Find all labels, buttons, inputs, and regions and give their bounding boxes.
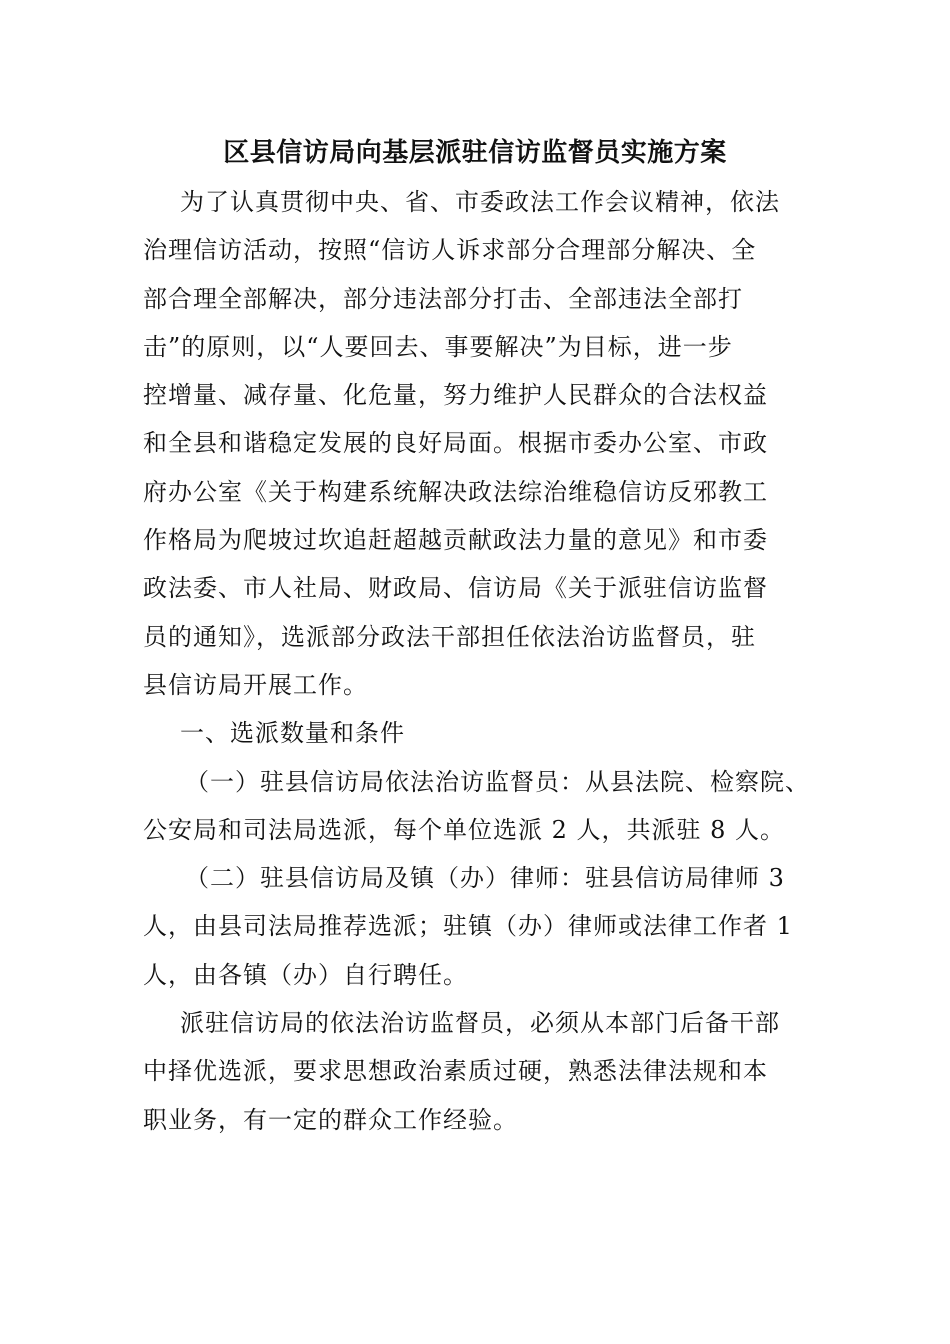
text-line: （二）驻县信访局及镇（办）律师：驻县信访局律师 3 bbox=[185, 864, 785, 893]
text-line: 派驻信访局的依法治访监督员，必须从本部门后备干部 bbox=[180, 1009, 780, 1038]
text-line: 人，由县司法局推荐选派；驻镇（办）律师或法律工作者 1 bbox=[143, 912, 793, 941]
text-line: 击”的原则，以“人要回去、事要解决”为目标，进一步 bbox=[143, 332, 733, 361]
document-body bbox=[143, 178, 813, 1144]
text-line: 作格局为爬坡过坎追赶超越贡献政法力量的意见》和市委 bbox=[143, 526, 768, 555]
document-title: 区县信访局向基层派驻信访监督员实施方案 bbox=[223, 138, 727, 168]
text-line: 政法委、市人社局、财政局、信访局《关于派驻信访监督 bbox=[143, 574, 768, 603]
text-line: 控增量、减存量、化危量，努力维护人民群众的合法权益 bbox=[143, 381, 768, 410]
text-line: 部合理全部解决，部分违法部分打击、全部违法全部打 bbox=[143, 284, 743, 313]
section-heading: 一、选派数量和条件 bbox=[180, 719, 405, 748]
text-line: （一）驻县信访局依法治访监督员：从县法院、检察院、 bbox=[185, 767, 810, 796]
text-line: 人，由各镇（办）自行聘任。 bbox=[143, 960, 468, 989]
text-line: 职业务，有一定的群众工作经验。 bbox=[143, 1105, 518, 1134]
text-line: 公安局和司法局选派，每个单位选派 2 人，共派驻 8 人。 bbox=[143, 815, 786, 844]
text-line: 员的通知》，选派部分政法干部担任依法治访监督员，驻 bbox=[143, 622, 756, 651]
text-line: 为了认真贯彻中央、省、市委政法工作会议精神，依法 bbox=[180, 188, 780, 216]
text-line: 府办公室《关于构建系统解决政法综治维稳信访反邪教工 bbox=[143, 477, 768, 506]
text-line: 治理信访活动，按照“信访人诉求部分合理部分解决、全 bbox=[143, 236, 757, 265]
text-line: 县信访局开展工作。 bbox=[143, 670, 368, 699]
text-line: 和全县和谐稳定发展的良好局面。根据市委办公室、市政 bbox=[143, 429, 768, 458]
text-line: 中择优选派，要求思想政治素质过硬，熟悉法律法规和本 bbox=[143, 1057, 768, 1086]
